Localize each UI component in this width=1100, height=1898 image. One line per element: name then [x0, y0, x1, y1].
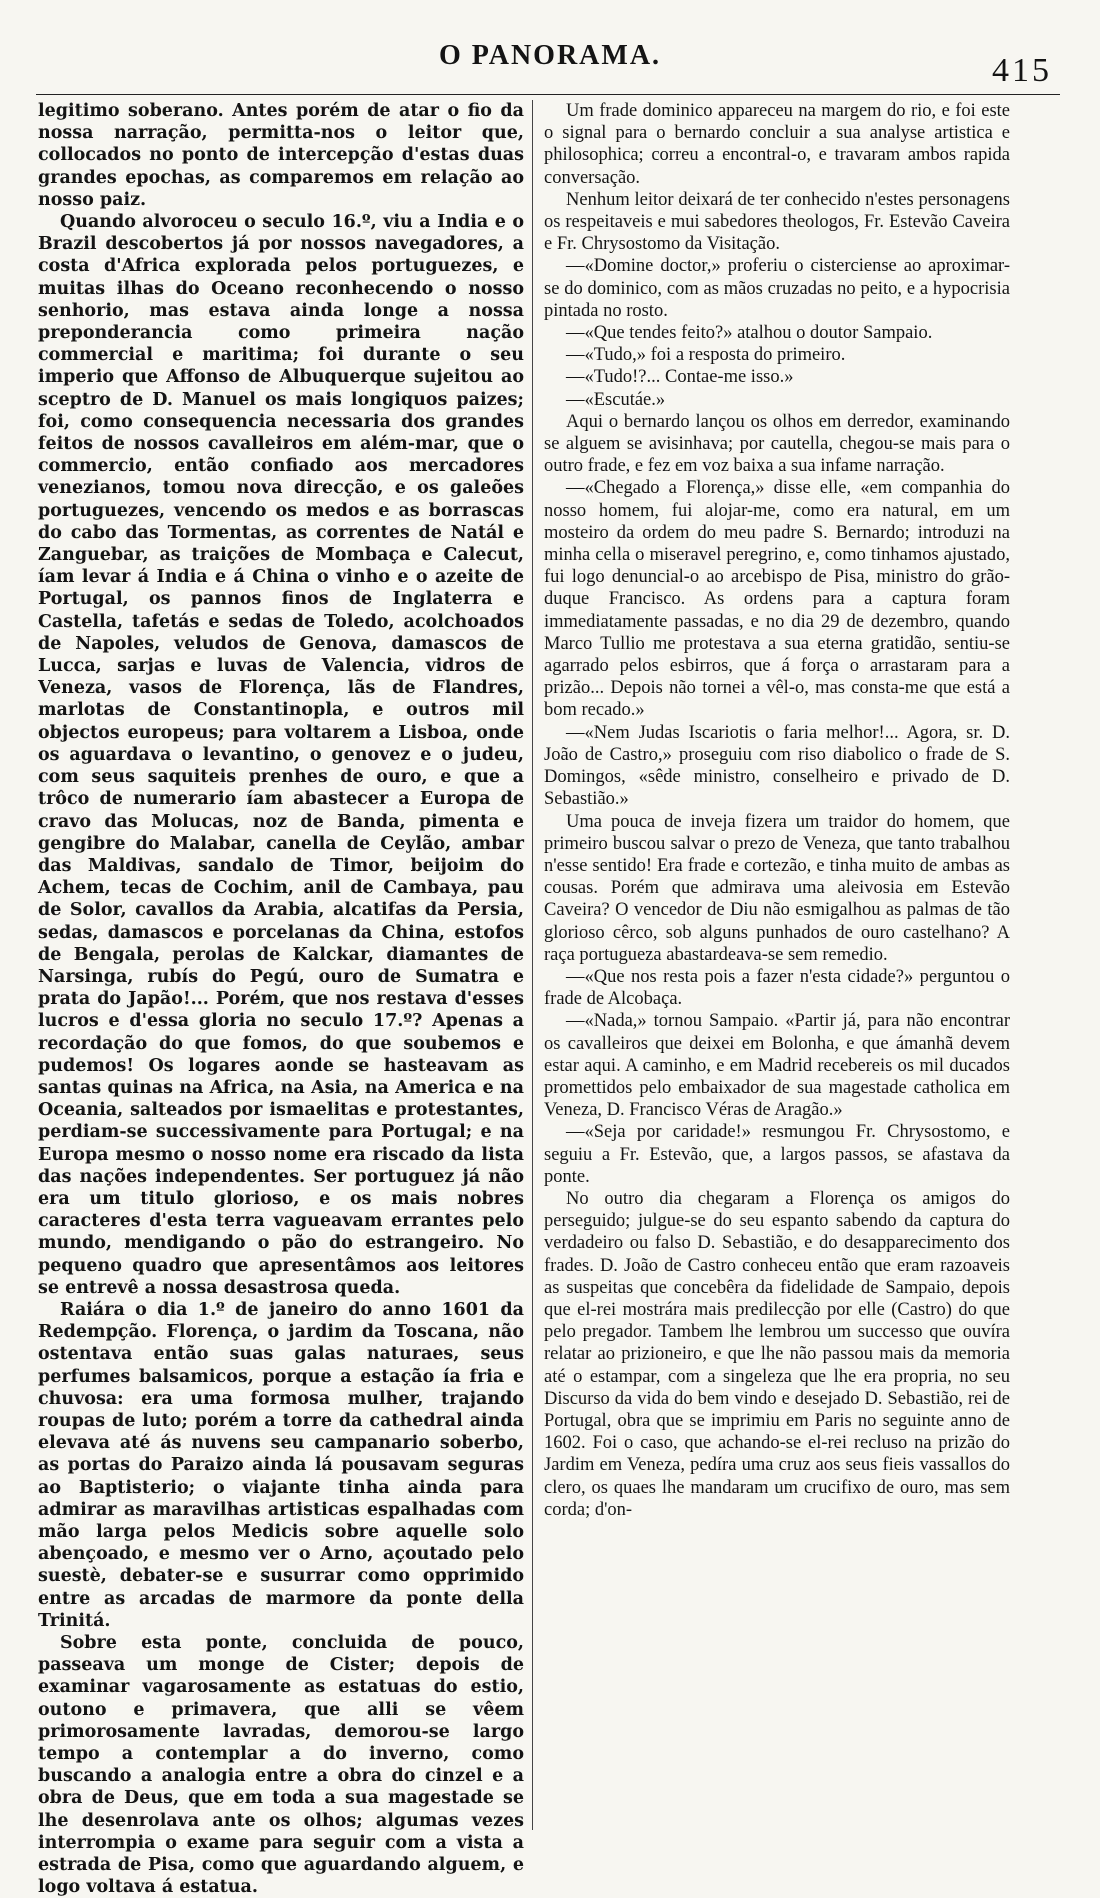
paragraph: Um frade dominico appareceu na margem do rio, e foi este o signal para o bernardo concluir a sua analyse artistica e philosophica; correu a encontral-o, e travaram ambos rapida conversação. — [544, 101, 1010, 188]
left-column — [38, 100, 524, 1898]
dialogue-line: —«Tudo,» foi a resposta do primeiro. — [566, 345, 846, 366]
journal-title: O PANORAMA. — [438, 40, 662, 71]
column-divider — [532, 100, 533, 1830]
dialogue-line: —«Que tendes feito?» atalhou o doutor Sampaio. — [566, 323, 933, 344]
page-header — [0, 0, 1100, 100]
paragraph: Quando alvoroceu o seculo 16.º, viu a India e o Brazil descobertos já por nossos navegadores, a costa d'Africa explorada pelos portuguezes, e muitas ilhas do Oceano reconhecendo o nosso senhorio, mas estava ainda longe a nossa preponderancia como primeira nação commercial e maritima; foi durante o seu imperio que Affonso de Albuquerque sujeitou ao sceptro de D. Manuel os mais longiquos paizes; foi, como consequencia necessaria dos grandes feitos de nossos cavalleiros em além-mar, que o commercio, então confiado aos mercadores venezianos, tomou nova direcção, e os galeões portuguezes, vencendo os medos e as borrascas do cabo das Tormentas, as correntes de Natál e Zanguebar, as traições de Mombaça e Calecut, íam levar á India e á China o vinho e o azeite de Portugal, os pannos finos de Inglaterra e Castella, tafetás e sedas de Toledo, acolchoados de Napoles, veludos de Genova, damascos de Lucca, sarjas e luvas de Valencia, vidros de Veneza, vasos de Florença, lãs de Flandres, marlotas de Constantinopla, e outros mil objectos europeus; para voltarem a Lisboa, onde os aguardava o levantino, o genovez e o judeu, com seus saquiteis prenhes de ouro, e que a trôco de numerario íam abastecer a Europa de cravo das Molucas, noz de Banda, pimenta e gengibre do Malabar, canella de Ceylão, ambar das Maldivas, sandalo de Timor, beijoim do Achem, tecas de Cochim, anil de Cambaya, pau de Solor, cavallos da Arabia, alcatifas da Persia, sedas, damascos e porcelanas da China, estofos de Bengala, perolas de Kalckar, diamantes de Narsinga, rubís do Pegú, ouro de Sumatra e prata do Japão!... Porém, que nos restava d'esses lucros e d'essa gloria no seculo 17.º? Apenas a recordação do que fomos, do que soubemos e pudemos! Os logares aonde se hasteavam as santas quinas na Africa, na Asia, na America e na Oceania, salteados por ismaelitas e protestantes, perdiam-se successivamente para Portugal; e na Europa mesmo o nosso nome era riscado da lista das nações independentes. Ser portuguez já não era um titulo glorioso, e os mais nobres caracteres d'esta terra vagueavam errantes pelo mundo, mendigando o pão do estrangeiro. No pequeno quadro que apresentâmos aos leitores se entrevê a nossa desastrosa queda. — [38, 212, 524, 1298]
dialogue-line: —«Domine doctor,» proferiu o cisterciense ao aproximar-se do dominico, com as mãos cruzadas no peito, e a hypocrisia pintada no rosto. — [544, 256, 1010, 321]
page-number: 415 — [992, 52, 1052, 89]
paragraph: Nenhum leitor deixará de ter conhecido n'estes personagens os respeitaveis e mui sabedores theologos, Fr. Estevão Caveira e Fr. Chrysostomo da Visitação. — [544, 189, 1010, 255]
dialogue-line: —«Chegado a Florença,» disse elle, «em companhia do nosso homem, fui alojar-me, como era natural, em um mosteiro da ordem do meu padre S. Bernardo; introduzi na minha cella o miseravel peregrino, e, como tinhamos ajustado, fui logo denuncial-o ao arcebispo de Pisa, ministro do grão-duque Francisco. As ordens para a captura foram immediatamente passadas, e no dia 29 de dezembro, quando Marco Tullio me protestava a sua eterna gratidão, sentiu-se agarrado pelos esbirros, que á força o arrastaram para a prizão... Depois não tornei a vêl-o, mas consta-me que está a bom recado.» — [544, 478, 1010, 721]
right-column — [544, 100, 1010, 1521]
dialogue-line: —«Tudo!?... Contae-me isso.» — [566, 367, 794, 388]
paragraph: Sobre esta ponte, concluida de pouco, passeava um monge de Cister; depois de examinar vagarosamente as estatuas do estio, outono e primavera, que alli se vêem primorosamente lavradas, demorou-se largo tempo a contemplar a do inverno, como buscando a analogia entre a obra do cinzel e a obra de Deus, que em toda a sua magestade se lhe desenrolava ante os olhos; algumas vezes interrompia o exame para seguir com a vista a estrada de Pisa, como que aguardando alguem, e logo voltava á estatua. — [38, 1633, 524, 1898]
dialogue-line: —«Escutáe.» — [566, 389, 666, 410]
dialogue-line: —«Seja por caridade!» resmungou Fr. Chrysostomo, e seguiu a Fr. Estevão, que, a largos passos, se afastava da ponte. — [544, 1122, 1010, 1187]
dialogue-line: —«Que nos resta pois a fazer n'esta cidade?» perguntou o frade de Alcobaça. — [544, 966, 1010, 1010]
header-rule — [36, 94, 1060, 95]
paragraph: Uma pouca de inveja fizera um traidor do homem, que primeiro buscou salvar o prezo de Veneza, que tanto trabalhou n'esse sentido! Era frade e cortezão, e tinha muito de ambas as cousas. Porém que admirava uma aleivosia em Estevão Caveira? O vencedor de Diu não esmigalhou as palmas de tão glorioso cêrco, sob alguns punhados de ouro castelhano? A raça portugueza abastardeava-se sem remedio. — [544, 811, 1010, 965]
paragraph: No outro dia chegaram a Florença os amigos do perseguido; julgue-se do seu espanto sabendo da captura do verdadeiro ou falso D. Sebastião, e do desapparecimento dos frades. D. João de Castro conheceu então que eram razoaveis as suspeitas que concebêra da fidelidade de Sampaio, depois que el-rei mostrára mais predilecção por elle (Castro) do que pelo pregador. Tambem lhe lembrou um successo que ouvíra relatar ao prizioneiro, e que lhe não passou mais da memoria até o estampar, com a singeleza que lhe era propria, no seu Discurso da vida do bem vindo e desejado D. Sebastião, rei de Portugal, obra que se imprimiu em Paris no seguinte anno de 1602. Foi o caso, que achando-se el-rei recluso na prizão do Jardim em Veneza, pedíra uma cruz aos seus fieis vassallos do clero, os quaes lhe mandaram um crucifixo de ouro, mas sem corda; d'on- — [544, 1188, 1010, 1520]
dialogue-line: —«Nada,» tornou Sampaio. «Partir já, para não encontrar os cavalleiros que deixei em Bolonha, e que ámanhã devem estar aqui. A caminho, e em Madrid recebereis os mil ducados promettidos pelo embaixador de sua magestade catholica em Veneza, D. Francisco Véras de Aragão.» — [544, 1011, 1010, 1121]
paragraph: legitimo soberano. Antes porém de atar o fio da nossa narração, permitta-nos o leitor que, collocados no ponto de intercepção d'estas duas grandes epochas, as comparemos em relação ao nosso paiz. — [38, 101, 524, 210]
dialogue-line: —«Nem Judas Iscariotis o faria melhor!... Agora, sr. D. João de Castro,» proseguiu com riso diabolico o frade de S. Domingos, «sêde ministro, conselheiro e privado de D. Sebastião.» — [544, 722, 1010, 810]
paragraph: Aqui o bernardo lançou os olhos em derredor, examinando se alguem se avisinhava; por cautella, chegou-se mais para o outro frade, e fez em voz baixa a sua infame narração. — [544, 411, 1010, 477]
paragraph: Raiára o dia 1.º de janeiro do anno 1601 da Redempção. Florença, o jardim da Toscana, não ostentava então suas galas naturaes, seus perfumes balsamicos, porque a estação ía fria e chuvosa: era uma formosa mulher, trajando roupas de luto; porém a torre da cathedral ainda elevava até ás nuvens seu campanario soberbo, as portas do Paraizo ainda lá pousavam seguras ao Baptisterio; o viajante tinha ainda para admirar as maravilhas artisticas espalhadas com mão larga pelos Medicis sobre aquelle solo abençoado, e mesmo ver o Arno, açoutado pelo suestè, debater-se e susurrar como opprimido entre as arcadas de marmore da ponte della Trinitá. — [38, 1299, 524, 1631]
